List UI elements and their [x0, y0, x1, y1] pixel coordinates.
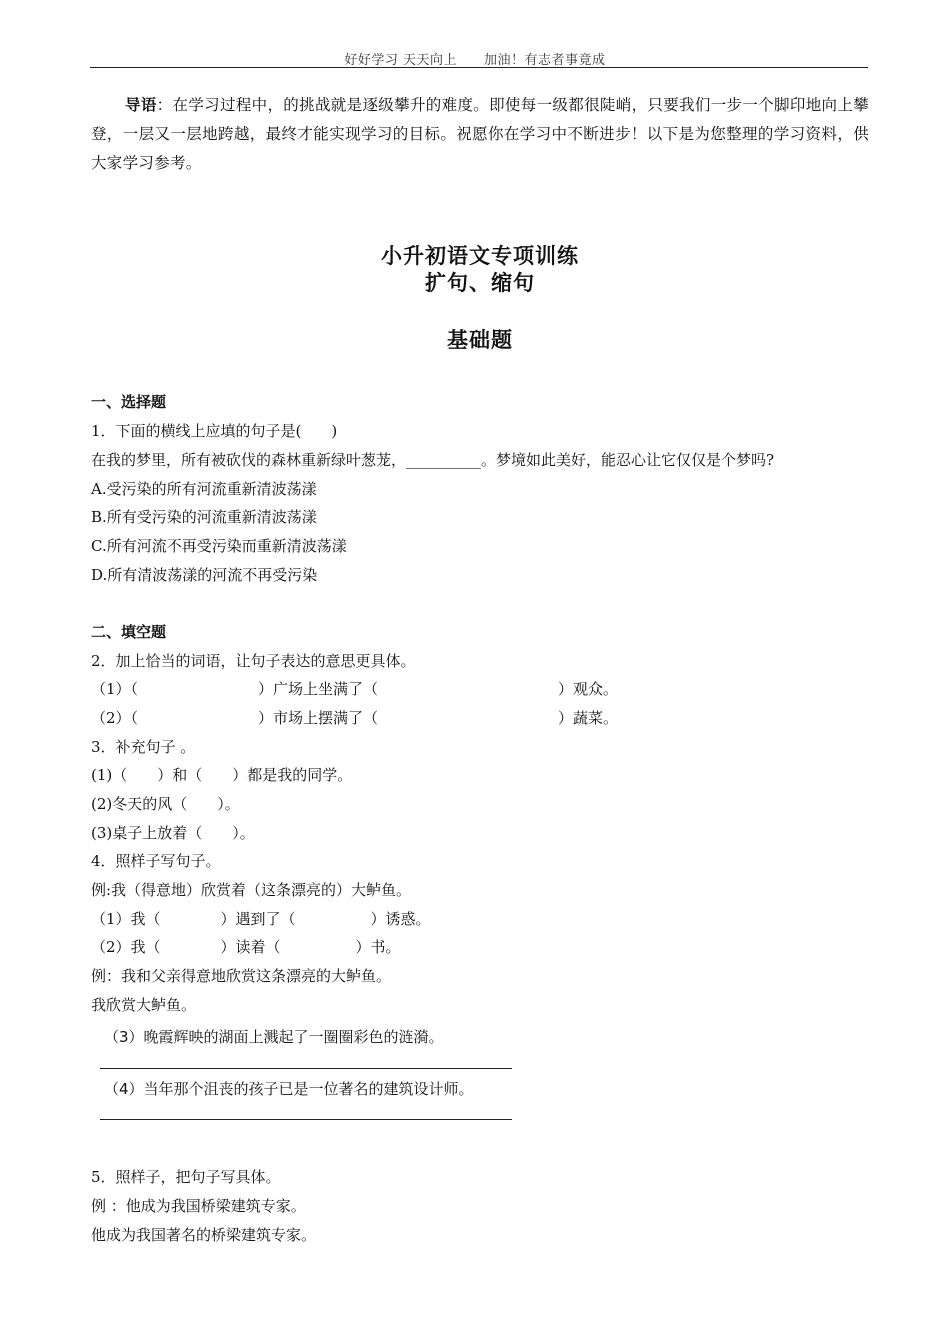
question-4-example-2: 例：我和父亲得意地欣赏这条漂亮的大鲈鱼。 [91, 967, 392, 985]
sub-title: 扩句、缩句 [425, 270, 535, 295]
question-4-item-4: （4）当年那个沮丧的孩子已是一位著名的建筑设计师。 [104, 1080, 474, 1098]
option-d[interactable]: D.所有清波荡漾的河流不再受污染 [91, 566, 318, 584]
main-title: 小升初语文专项训练 [381, 243, 579, 268]
option-c[interactable]: C.所有河流不再受污染而重新清波荡漾 [91, 537, 347, 555]
question-3: 3．补充句子 。 [91, 738, 196, 756]
answer-line-3[interactable] [100, 1068, 512, 1069]
section-heading-choice: 一、选择题 [91, 393, 167, 411]
question-4-example-2b: 我欣赏大鲈鱼。 [91, 996, 197, 1014]
question-4: 4．照样子写句子。 [91, 852, 221, 870]
question-3-item-2: (2)冬天的风（ ）。 [91, 795, 240, 813]
question-4-item-1: （1）我（ ）遇到了（ ）诱惑。 [91, 910, 431, 928]
option-a[interactable]: A.受污染的所有河流重新清波荡漾 [91, 480, 317, 498]
intro-paragraph [91, 90, 869, 178]
question-2: 2．加上恰当的词语，让句子表达的意思更具体。 [91, 652, 416, 670]
question-5: 5．照样子，把句子写具体。 [91, 1168, 281, 1186]
question-4-item-2: （2）我（ ）读着（ ）书。 [91, 938, 401, 956]
question-5-example: 例 ：他成为我国桥梁建筑专家。 [91, 1197, 306, 1215]
section-heading-fill: 二、填空题 [91, 623, 167, 641]
level-title: 基础题 [447, 327, 513, 352]
header-divider [90, 67, 868, 68]
question-3-item-3: (3)桌子上放着（ ）。 [91, 824, 255, 842]
intro-label: 导语 [125, 95, 157, 114]
option-b[interactable]: B.所有受污染的河流重新清波荡漾 [91, 508, 317, 526]
question-1-sentence: 在我的梦里，所有被砍伐的森林重新绿叶葱茏，__________。梦境如此美好，能忍心让它仅仅是个梦吗? [91, 451, 775, 469]
intro-text: ：在学习过程中，的挑战就是逐级攀升的难度。即使每一级都很陡峭，只要我们一步一个脚印地向上攀登，一层又一层地跨越，最终才能实现学习的目标。祝愿你在学习中不断进步！以下是为您整理的学习资料，供大家学习参考。 [91, 96, 869, 172]
page-header: 好好学习 天天向上 加油！有志者事竟成 [344, 53, 606, 68]
question-4-item-3: （3）晚霞辉映的湖面上溅起了一圈圈彩色的涟漪。 [104, 1028, 444, 1046]
question-2-item-2: （2）（ ）市场上摆满了（ ）蔬菜。 [91, 709, 619, 727]
question-1: 1．下面的横线上应填的句子是( ) [91, 422, 338, 440]
question-4-example: 例:我（得意地）欣赏着（这条漂亮的）大鲈鱼。 [91, 881, 412, 899]
answer-line-4[interactable] [100, 1119, 512, 1120]
question-3-item-1: (1)（ ）和（ ）都是我的同学。 [91, 766, 353, 784]
question-5-answer: 他成为我国著名的桥梁建筑专家。 [91, 1226, 317, 1244]
question-2-item-1: （1）（ ）广场上坐满了（ ）观众。 [91, 680, 619, 698]
